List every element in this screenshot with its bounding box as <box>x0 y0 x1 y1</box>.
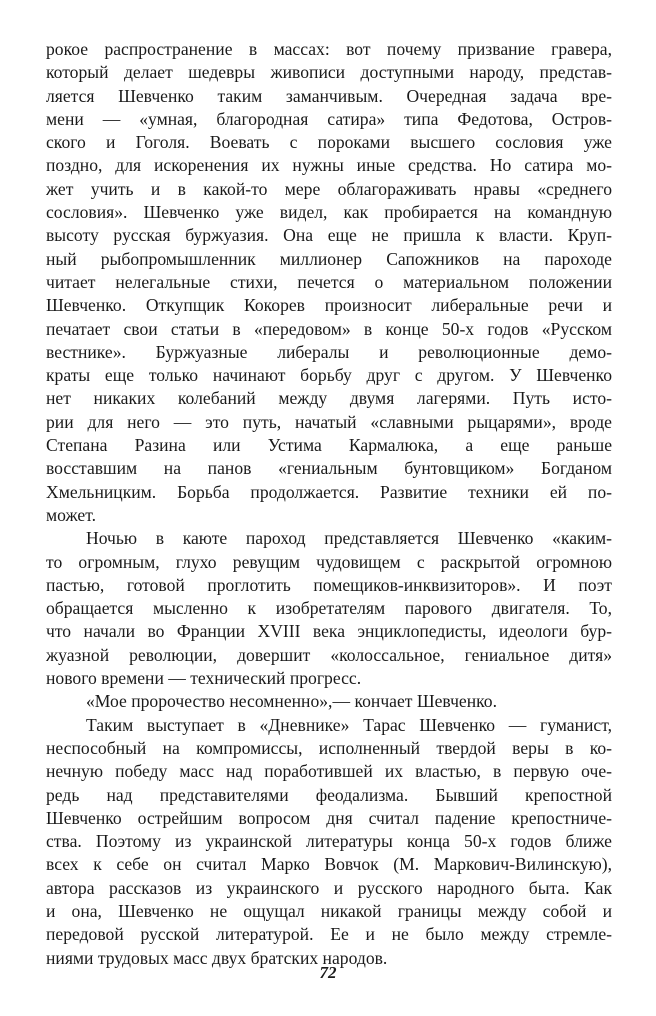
text-line: ниями трудовых масс двух братских народов. <box>46 947 388 968</box>
text-line: вестнике». Буржуазные либералы и революционные демо- <box>46 341 612 362</box>
text-line: ского и Гоголя. Воевать с пороками высшего сословия уже <box>46 132 612 153</box>
text-line: и она, Шевченко не ощущал никакой границы между собой и <box>46 900 612 921</box>
text-line: Таким выступает в «Дневнике» Тарас Шевченко — гуманист, <box>86 714 612 735</box>
text-line: ства. Поэтому из украинской литературы конца 50-х годов ближе <box>46 831 612 852</box>
text-line: жет учить и в какой-то мере облагораживать нравы «среднего <box>46 178 612 199</box>
text-line: поздно, для искоренения их нужны иные средства. Но сатира мо- <box>46 155 612 176</box>
text-line: Шевченко. Откупщик Кокорев произносит либеральные речи и <box>46 295 612 316</box>
text-line: жуазной революции, довершит «колоссальное, гениальное дитя» <box>46 644 612 665</box>
text-line: мени — «умная, благородная сатира» типа Федотова, Остров- <box>46 108 612 129</box>
text-line: печатает свои статьи в «передовом» в конце 50-х годов «Русском <box>46 318 612 339</box>
text-line: нет никаких колебаний между двумя лагерями. Путь исто- <box>46 388 612 409</box>
paragraph <box>46 714 612 970</box>
text-line: ляется Шевченко таким заманчивым. Очередная задача вре- <box>46 85 612 106</box>
text-line: Степана Разина или Устима Кармалюка, а еще раньше <box>46 435 612 456</box>
text-line: что начали во Франции XVIII века энциклопедисты, идеологи бур- <box>46 621 612 642</box>
text-line: то огромным, глухо ревущим чудовищем с раскрытой огромною <box>46 551 612 572</box>
paragraph <box>46 527 612 690</box>
text-line: всех к себе он считал Марко Вовчок (М. Маркович-Вилинскую), <box>46 854 612 875</box>
text-line: может. <box>46 504 96 525</box>
text-line: Хмельницким. Борьба продолжается. Развитие техники ей по- <box>46 481 612 502</box>
text-line: Ночью в каюте пароход представляется Шевченко «каким- <box>86 528 612 549</box>
paragraph <box>46 690 612 713</box>
text-line: неспособный на компромиссы, исполненный твердой веры в ко- <box>46 737 612 758</box>
text-line: высоту русская буржуазия. Она еще не пришла к власти. Круп- <box>46 225 612 246</box>
paragraph <box>46 38 612 527</box>
text-line: Шевченко острейшим вопросом дня считал падение крепостниче- <box>46 807 612 828</box>
text-line: обращается мысленно к изобретателям парового двигателя. То, <box>46 598 612 619</box>
text-line: нечную победу масс над поработившей их властью, в первую оче- <box>46 761 612 782</box>
text-line: автора рассказов из украинского и русского народного быта. Как <box>46 877 612 898</box>
text-line: восставшим на панов «гениальным бунтовщиком» Богданом <box>46 458 612 479</box>
text-line: краты еще только начинают борьбу друг с другом. У Шевченко <box>46 365 612 386</box>
text-line: сословия». Шевченко уже видел, как пробирается на командную <box>46 202 612 223</box>
text-line: «Мое пророчество несомненно»,— кончает Шевченко. <box>86 691 497 712</box>
text-line: рии для него — это путь, начатый «славными рыцарями», вроде <box>46 411 612 432</box>
text-line: передовой русской литературой. Ее и не было между стремле- <box>46 924 612 945</box>
text-line: пастью, готовой проглотить помещиков-инквизиторов». И поэт <box>46 574 612 595</box>
text-line: редь над представителями феодализма. Бывший крепостной <box>46 784 612 805</box>
text-line: нового времени — технический прогресс. <box>46 668 362 689</box>
text-line: рокое распространение в массах: вот почему призвание гравера, <box>46 39 612 59</box>
page-number: 72 <box>319 963 337 982</box>
text-line: ный рыбопромышленник миллионер Сапожников на пароходе <box>46 248 612 269</box>
page-body <box>46 38 612 970</box>
text-line: читает нелегальные стихи, печется о материальном положении <box>46 271 612 292</box>
text-line: который делает шедевры живописи доступными народу, представ- <box>46 62 612 83</box>
